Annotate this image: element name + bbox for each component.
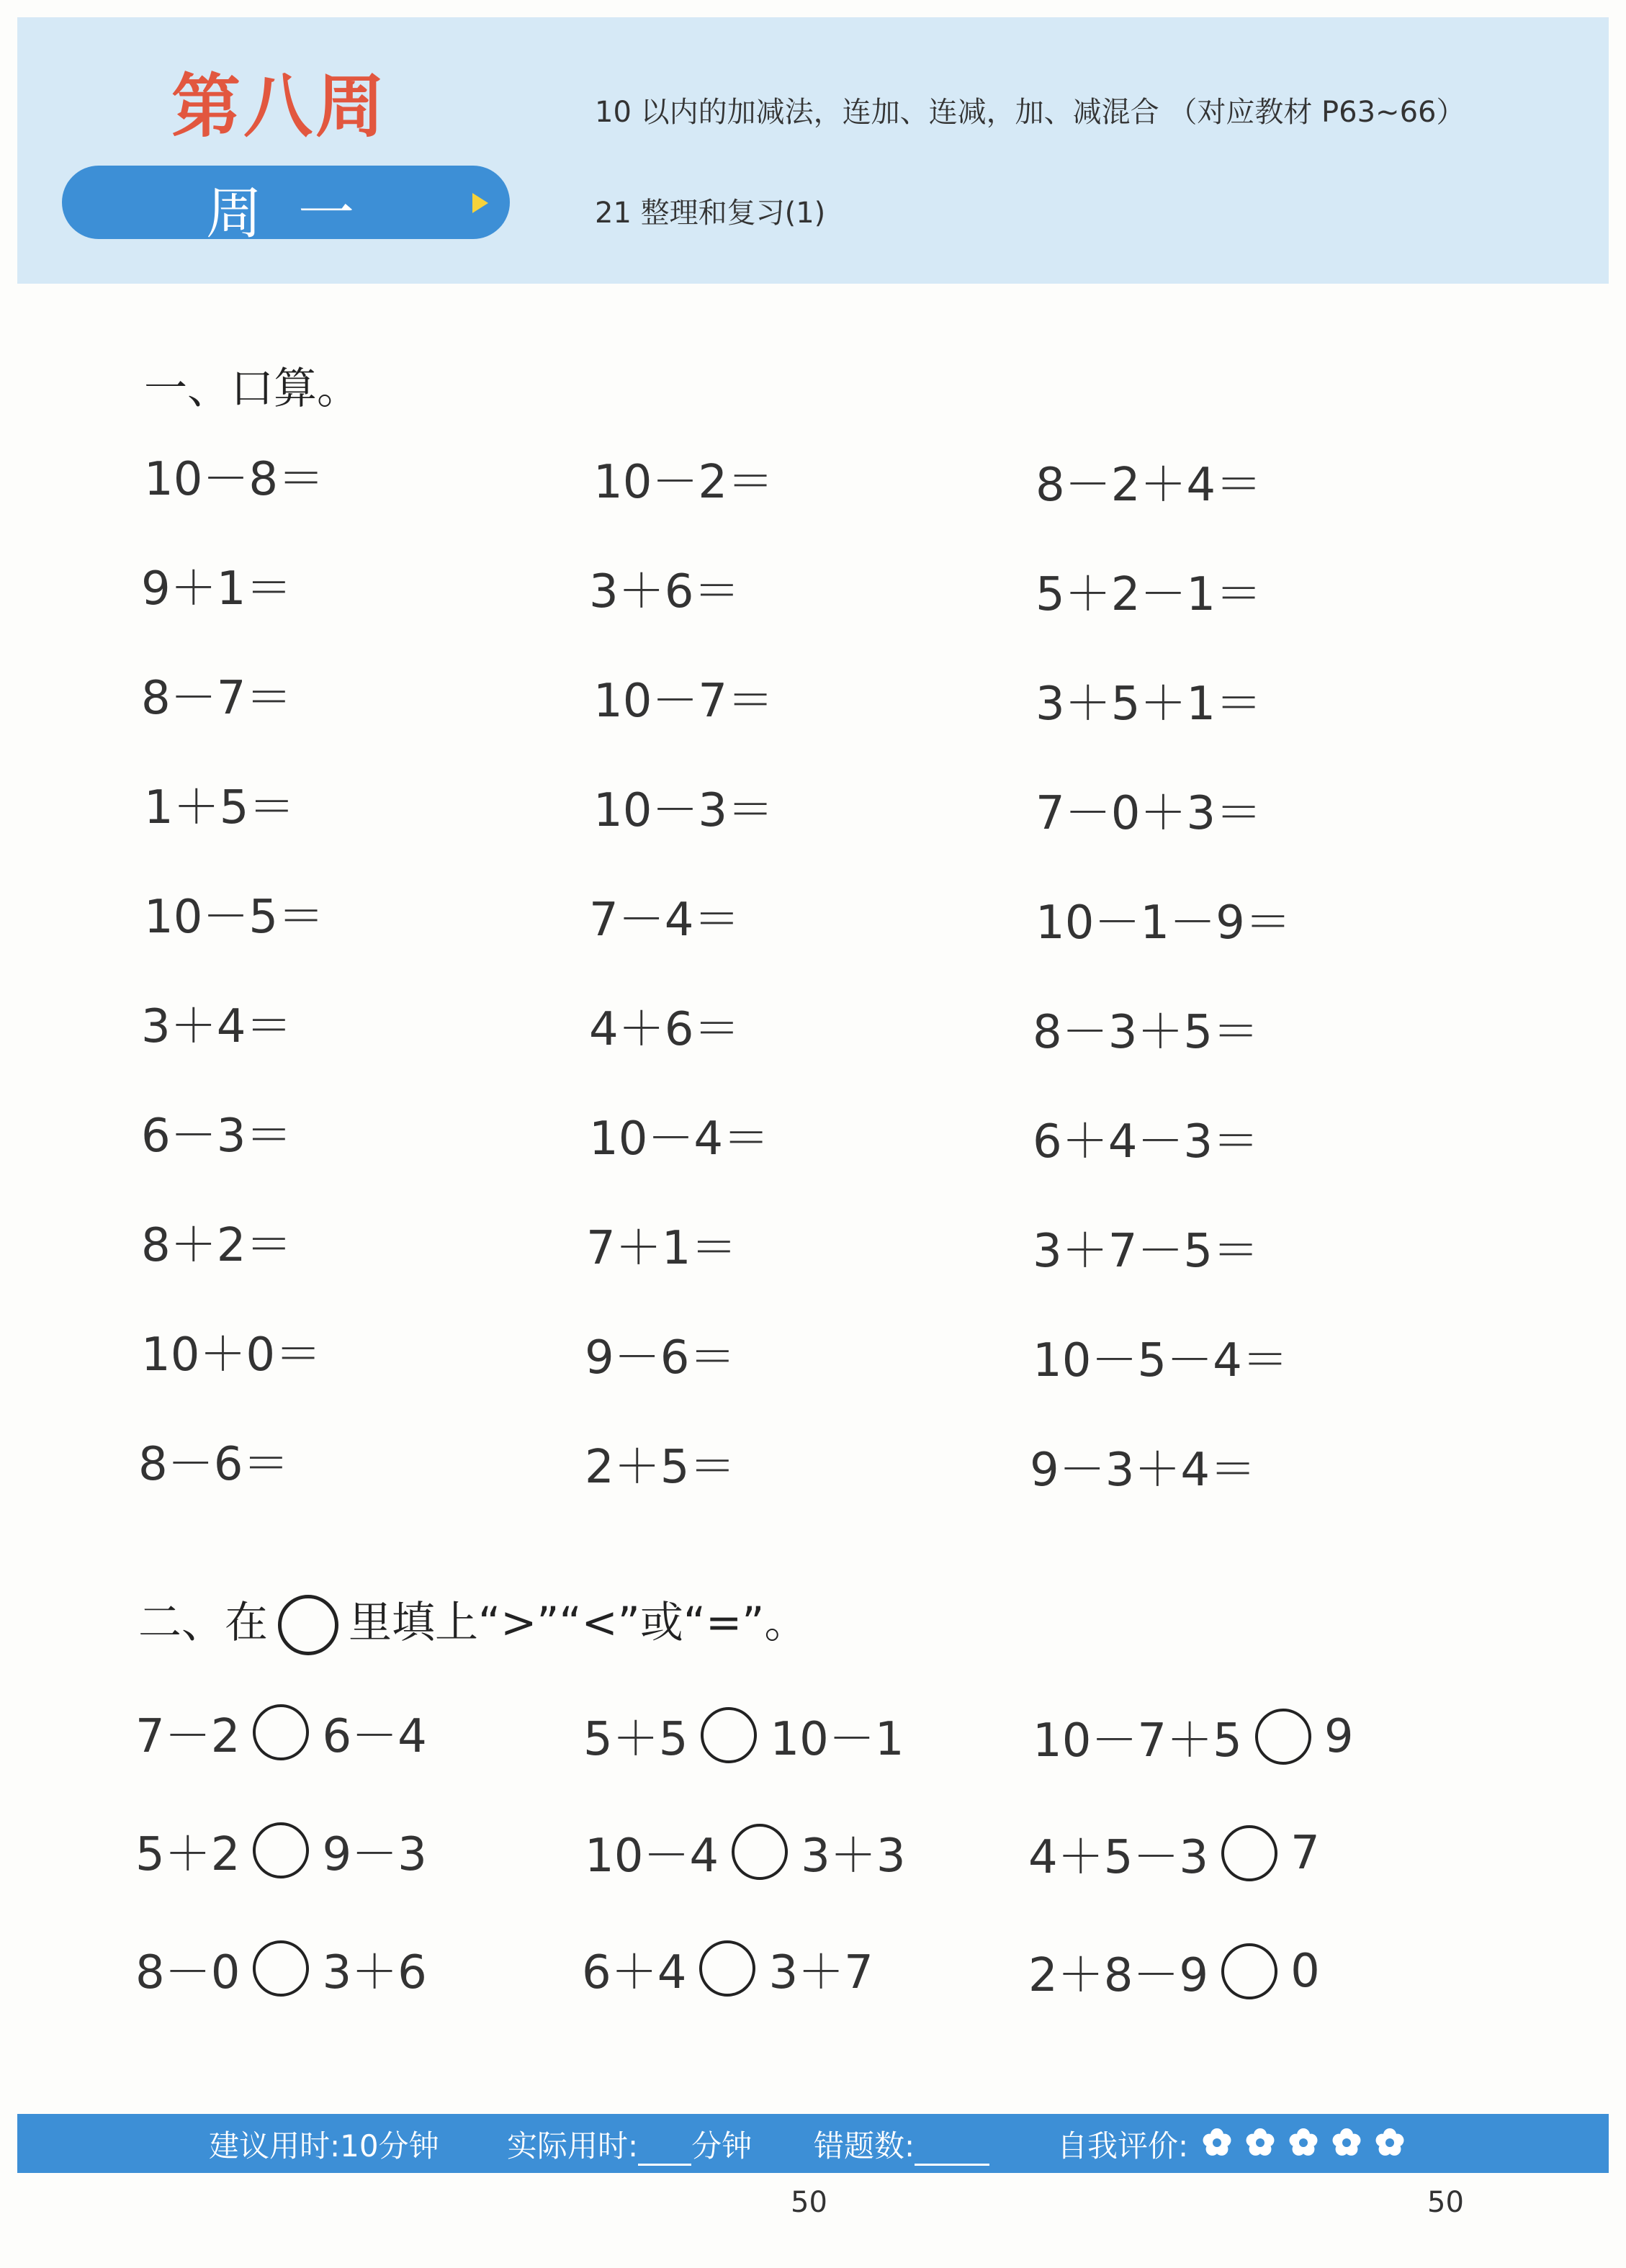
problem: 1＋5＝ bbox=[144, 781, 295, 834]
problem: 2＋5＝ bbox=[585, 1441, 736, 1494]
right-expr: 3＋7 bbox=[768, 1946, 873, 1999]
left-expr: 7－2 bbox=[135, 1710, 241, 1763]
left-expr: 4＋5－3 bbox=[1028, 1831, 1209, 1884]
problem: 10－1－9＝ bbox=[1036, 896, 1291, 950]
topic-text: 10 以内的加减法，连加、连减，加、减混合 （对应教材 P63~66） bbox=[595, 96, 1465, 129]
actual-time bbox=[507, 2123, 752, 2166]
problem: 3＋7－5＝ bbox=[1033, 1225, 1259, 1278]
compare-item bbox=[135, 1935, 427, 2002]
section1-title: 一、口算。 bbox=[144, 364, 360, 414]
problem: 7＋1＝ bbox=[586, 1222, 737, 1275]
answer-circle[interactable] bbox=[253, 1822, 309, 1878]
problem: 9＋1＝ bbox=[141, 562, 292, 616]
problem: 8－6＝ bbox=[138, 1438, 289, 1491]
suggested-time: 建议用时:10分钟 bbox=[209, 2128, 439, 2164]
answer-circle[interactable] bbox=[732, 1824, 788, 1880]
problem: 3＋5＋1＝ bbox=[1036, 678, 1262, 731]
error-count bbox=[814, 2123, 989, 2166]
right-expr: 3＋6 bbox=[322, 1946, 427, 1999]
circle-icon bbox=[278, 1595, 338, 1655]
problem: 8－2＋4＝ bbox=[1036, 459, 1262, 512]
play-arrow-icon bbox=[472, 193, 488, 213]
error-count-blank[interactable] bbox=[915, 2132, 989, 2166]
right-expr: 10－1 bbox=[770, 1713, 904, 1766]
actual-time-unit: 分钟 bbox=[691, 2128, 753, 2164]
compare-item bbox=[135, 1699, 427, 1765]
right-expr: 7 bbox=[1290, 1827, 1320, 1880]
answer-circle[interactable] bbox=[701, 1707, 757, 1763]
left-expr: 6＋4 bbox=[582, 1946, 687, 1999]
problem: 10－3＝ bbox=[593, 784, 774, 837]
flower-icon[interactable] bbox=[1374, 2127, 1406, 2159]
compare-item bbox=[583, 1702, 904, 1768]
compare-item bbox=[1028, 1820, 1320, 1886]
left-expr: 2＋8－9 bbox=[1028, 1949, 1209, 2002]
page-number: 50 bbox=[791, 2186, 827, 2219]
day-label: 周一 bbox=[206, 181, 391, 246]
flower-icon[interactable] bbox=[1288, 2127, 1319, 2159]
problem: 10－7＝ bbox=[593, 675, 774, 728]
problem: 7－4＝ bbox=[589, 894, 740, 947]
compare-item bbox=[135, 1817, 427, 1884]
problem: 10－5＝ bbox=[144, 891, 325, 944]
problem: 6－3＝ bbox=[141, 1110, 292, 1163]
answer-circle[interactable] bbox=[1221, 1825, 1277, 1881]
footer-bar bbox=[17, 2114, 1609, 2173]
problem: 10－2＝ bbox=[593, 456, 774, 509]
right-expr: 3＋3 bbox=[801, 1830, 906, 1883]
lesson-text: 21 整理和复习(1) bbox=[595, 197, 826, 230]
problem: 3＋6＝ bbox=[589, 565, 740, 618]
actual-time-blank[interactable] bbox=[638, 2132, 691, 2166]
section2-title bbox=[138, 1588, 807, 1655]
flower-icon[interactable] bbox=[1331, 2127, 1362, 2159]
right-expr: 9 bbox=[1324, 1710, 1354, 1763]
problem: 9－3＋4＝ bbox=[1030, 1444, 1257, 1497]
day-pill bbox=[62, 166, 510, 246]
answer-circle[interactable] bbox=[253, 1940, 309, 1997]
problem: 8－3＋5＝ bbox=[1033, 1006, 1259, 1059]
problem: 10－4＝ bbox=[589, 1112, 770, 1166]
flower-icon[interactable] bbox=[1201, 2127, 1233, 2159]
compare-item bbox=[585, 1819, 906, 1885]
left-expr: 10－4 bbox=[585, 1830, 719, 1883]
answer-circle[interactable] bbox=[1255, 1709, 1311, 1765]
answer-circle[interactable] bbox=[1221, 1943, 1277, 1999]
problem: 10－5－4＝ bbox=[1033, 1334, 1288, 1387]
page-number: 50 bbox=[1427, 2186, 1464, 2219]
problem: 3＋4＝ bbox=[141, 1000, 292, 1053]
actual-time-label: 实际用时: bbox=[507, 2128, 639, 2164]
left-expr: 10－7＋5 bbox=[1033, 1714, 1242, 1768]
problem: 6＋4－3＝ bbox=[1033, 1115, 1259, 1169]
problem: 4＋6＝ bbox=[589, 1003, 740, 1056]
self-eval-label: 自我评价: bbox=[1057, 2128, 1189, 2164]
left-expr: 5＋5 bbox=[583, 1713, 688, 1766]
problem: 8－7＝ bbox=[141, 672, 292, 725]
left-expr: 8－0 bbox=[135, 1946, 241, 1999]
right-expr: 9－3 bbox=[322, 1828, 427, 1881]
problem: 9－6＝ bbox=[585, 1331, 736, 1385]
right-expr: 6－4 bbox=[322, 1710, 427, 1763]
right-expr: 0 bbox=[1290, 1945, 1320, 1998]
problem: 10－8＝ bbox=[144, 453, 325, 506]
problem: 7－0＋3＝ bbox=[1036, 787, 1262, 840]
compare-item bbox=[1033, 1704, 1354, 1770]
answer-circle[interactable] bbox=[699, 1940, 755, 1997]
section2-title-before: 二、在 bbox=[138, 1598, 268, 1648]
answer-circle[interactable] bbox=[253, 1704, 309, 1760]
problem: 5＋2－1＝ bbox=[1036, 568, 1262, 621]
compare-item bbox=[582, 1935, 873, 2002]
left-expr: 5＋2 bbox=[135, 1828, 241, 1881]
problem: 8＋2＝ bbox=[141, 1219, 292, 1272]
problem: 10＋0＝ bbox=[141, 1328, 322, 1382]
compare-item bbox=[1028, 1938, 1320, 2004]
error-count-label: 错题数: bbox=[814, 2128, 915, 2164]
week-title: 第八周 bbox=[171, 66, 387, 147]
flower-icon[interactable] bbox=[1244, 2127, 1276, 2159]
section2-title-after: 里填上“>”“<”或“=”。 bbox=[349, 1598, 808, 1648]
